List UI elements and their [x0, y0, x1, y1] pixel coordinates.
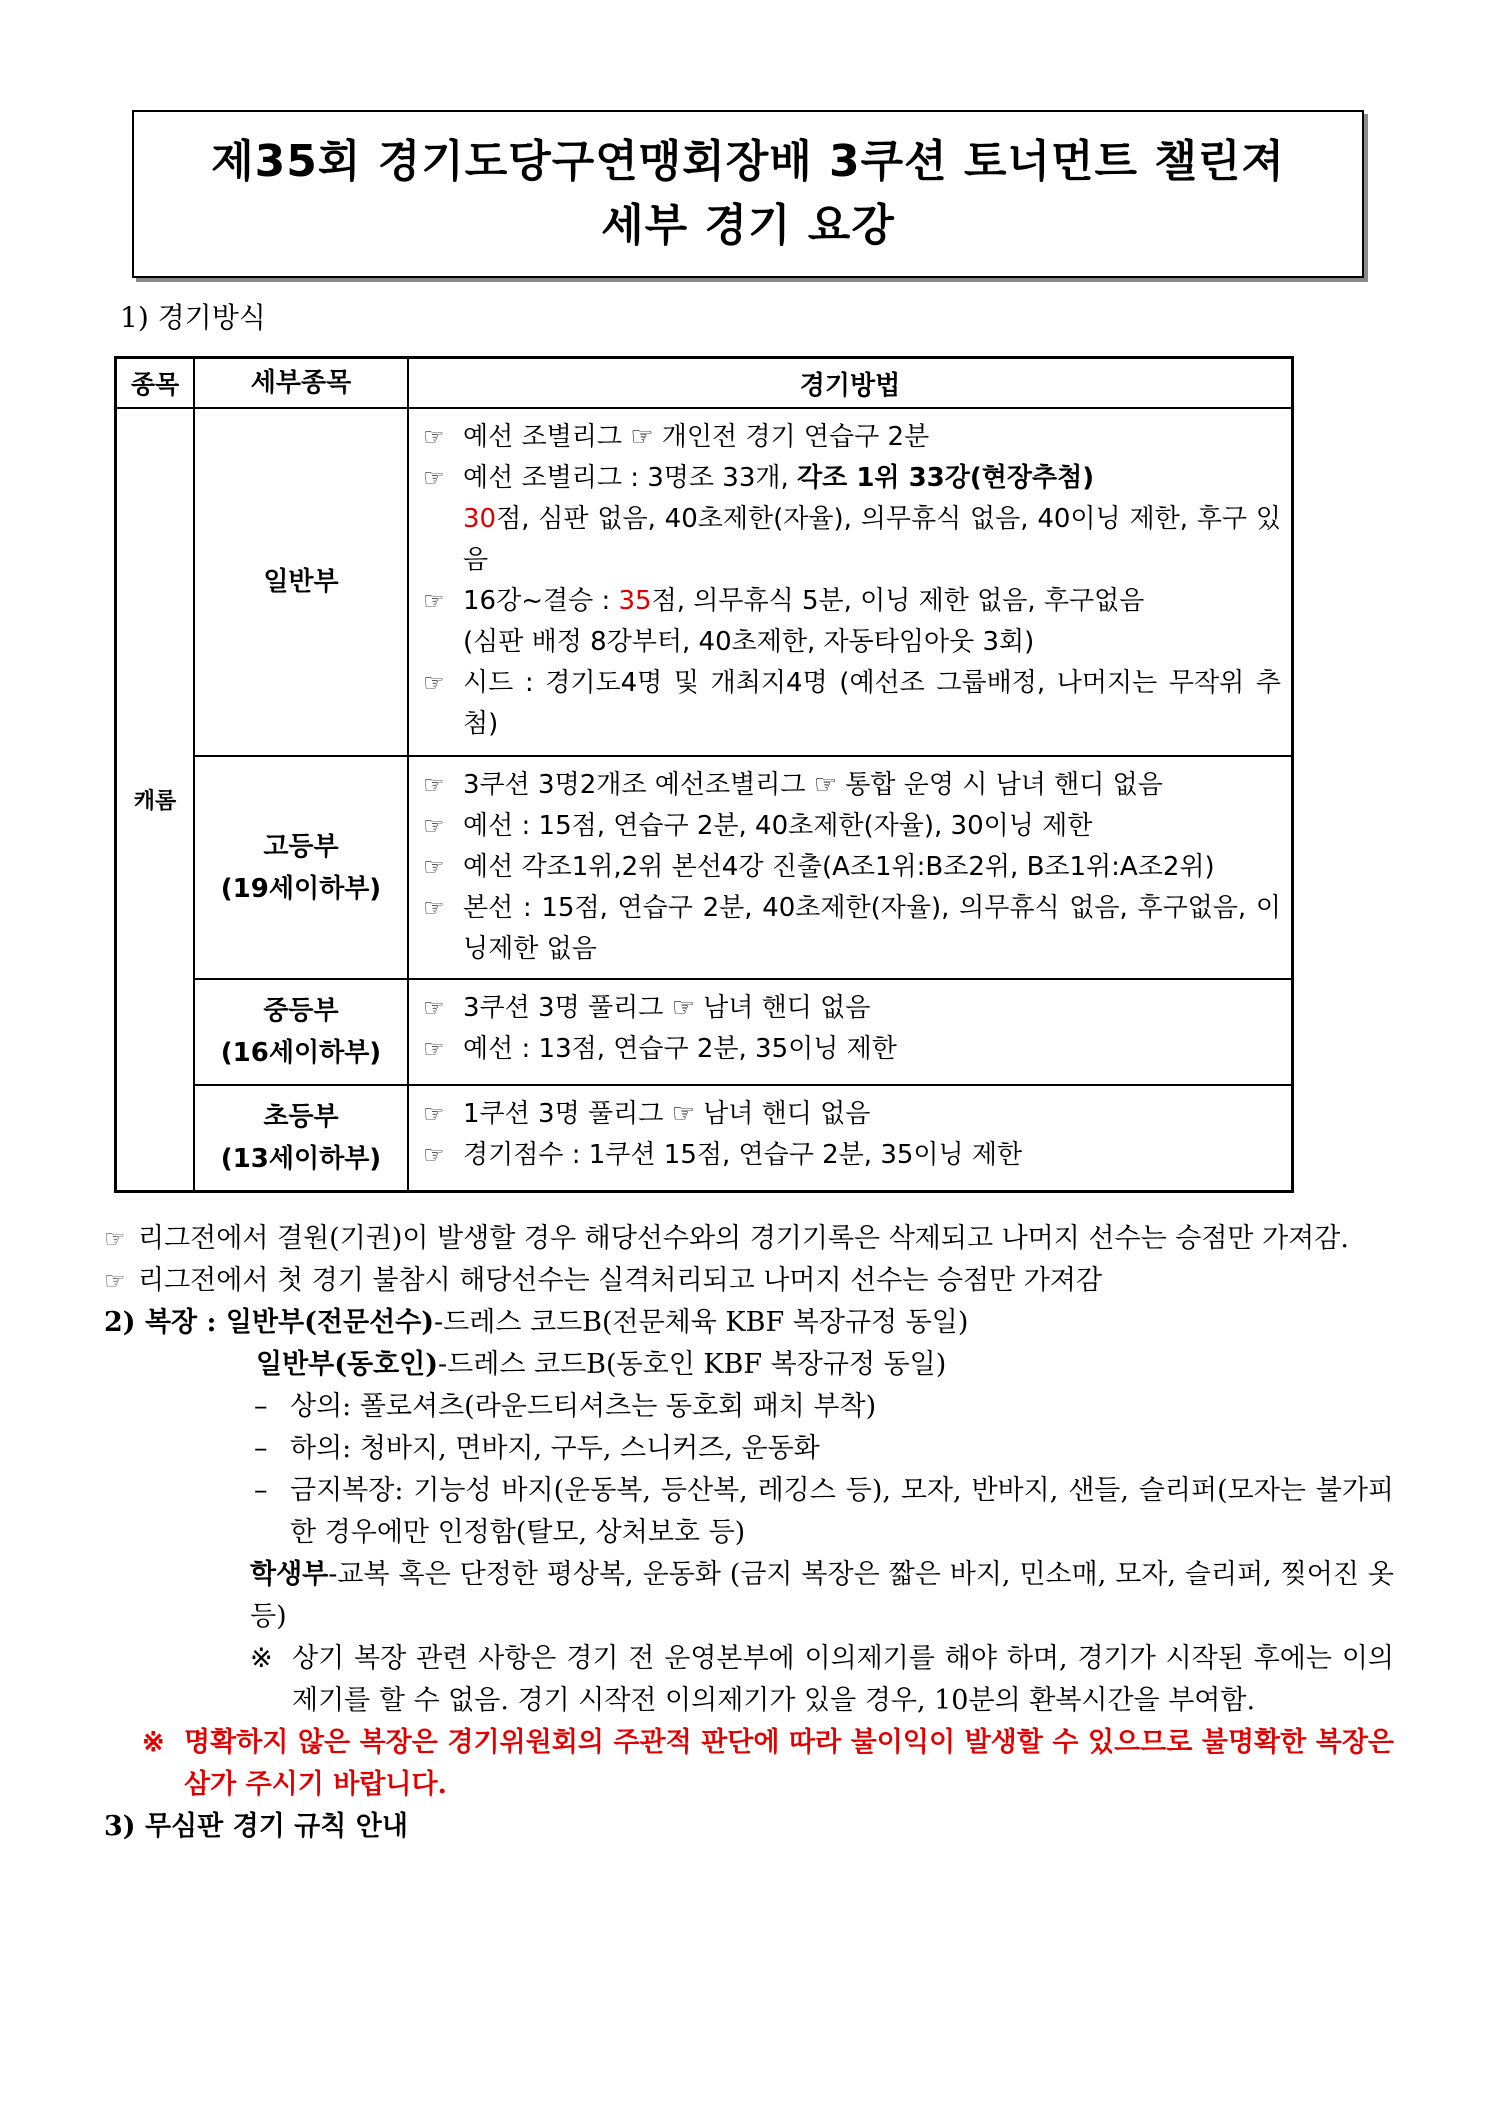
dress-item-text: 하의: 청바지, 면바지, 구두, 스니커즈, 운동화	[290, 1433, 820, 1464]
indent-spacer	[423, 499, 463, 581]
method-item-body: 1쿠션 3명 풀리그 ☞ 남녀 핸디 없음	[463, 1099, 871, 1129]
method-cell	[408, 408, 1293, 756]
header-event: 종목	[116, 358, 195, 409]
method-item-text	[463, 1135, 1281, 1176]
rules-table	[114, 356, 1294, 1193]
document-title-line2: 세부 경기 요강	[601, 200, 895, 251]
indent-spacer	[423, 622, 463, 663]
hand-pointer-icon: ☞	[423, 894, 445, 922]
hand-pointer-icon: ☞	[423, 1035, 445, 1063]
method-item-text	[463, 417, 1281, 458]
highlighted-points: 35	[618, 586, 652, 616]
pro-dress-code: -드레스 코드B(전문체육 KBF 복장규정 동일)	[434, 1307, 969, 1338]
method-item-body: 예선 : 13점, 연습구 2분, 35이닝 제한	[463, 1034, 897, 1064]
division-label: (13세이하부)	[220, 1143, 382, 1174]
method-item-text	[463, 663, 1281, 745]
method-item-text	[463, 622, 1281, 663]
division-cell	[194, 408, 408, 756]
student-label: 학생부	[250, 1559, 329, 1590]
reference-mark-icon: ※	[250, 1643, 273, 1674]
method-item	[423, 1094, 1281, 1135]
document-title-line1: 제35회 경기도당구연맹회장배 3쿠션 토너먼트 챌린져	[211, 136, 1285, 187]
method-item-text	[463, 458, 1281, 499]
method-item-text	[463, 888, 1281, 970]
method-cell	[408, 1085, 1293, 1191]
dress-item-text: 금지복장: 기능성 바지(운동복, 등산복, 레깅스 등), 모자, 반바지, 샌들, 슬리퍼(모자는 불가피한 경우에만 인정함(탈모, 상처보호 등)	[290, 1475, 1394, 1548]
method-item-body: 예선 각조1위,2위 본선4강 진출(A조1위:B조2위, B조1위:A조2위)	[463, 852, 1215, 882]
reference-mark-icon: ※	[142, 1727, 165, 1758]
hand-pointer-icon: ☞	[423, 587, 445, 615]
division-label: 중등부	[263, 996, 339, 1026]
division-cell	[194, 979, 408, 1085]
division-label: 초등부	[263, 1101, 339, 1132]
highlighted-points: 30	[463, 504, 497, 534]
method-item-body: 시드 : 경기도4명 및 개최지4명 (예선조 그룹배정, 나머지는 무작위 추첨)	[463, 668, 1281, 739]
division-label: (16세이하부)	[220, 1038, 382, 1068]
dash-marker: –	[254, 1433, 268, 1464]
rules-table-body	[116, 408, 1293, 1191]
method-item-body: 3쿠션 3명2개조 예선조별리그 ☞ 통합 운영 시 남녀 핸디 없음	[463, 770, 1163, 800]
hand-pointer-icon: ☞	[423, 669, 445, 697]
method-item-body: 점, 심판 없음, 40초제한(자율), 의무휴식 없음, 40이닝 제한, 후구 있음	[463, 504, 1281, 575]
method-item-body: 점, 의무휴식 5분, 이닝 제한 없음, 후구없음	[651, 586, 1145, 616]
hand-pointer-icon: ☞	[423, 812, 445, 840]
hand-pointer-icon: ☞	[104, 1225, 126, 1253]
hand-pointer-icon: ☞	[423, 423, 445, 451]
method-item-body: (심판 배정 8강부터, 40초제한, 자동타임아웃 3회)	[463, 627, 1035, 657]
section3-heading: 3) 무심판 경기 규칙 안내	[104, 1811, 408, 1842]
warning-text: 명확하지 않은 복장은 경기위원회의 주관적 판단에 따라 불이익이 발생할 수 있으므로 불명확한 복장은 삼가 주시기 바랍니다.	[184, 1727, 1394, 1800]
table-row	[116, 979, 1293, 1085]
category-cell: 캐롬	[116, 408, 195, 1191]
method-item-body: 3쿠션 3명 풀리그 ☞ 남녀 핸디 없음	[463, 993, 871, 1023]
method-item-text	[463, 581, 1281, 622]
reference-note-text: 상기 복장 관련 사항은 경기 전 운영본부에 이의제기를 해야 하며, 경기가 시작된 후에는 이의제기를 할 수 없음. 경기 시작전 이의제기가 있을 경우, 10분의 환복시간을 부여함.	[292, 1643, 1394, 1716]
method-item-body: 예선 조별리그 ☞ 개인전 경기 연습구 2분	[463, 422, 930, 452]
student-line	[104, 1554, 1394, 1638]
dress-item	[104, 1470, 1394, 1554]
emphasized-text: 각조 1위 33강(현장추첨)	[797, 463, 1095, 493]
method-item	[423, 622, 1281, 663]
note-item	[104, 1218, 1394, 1260]
division-label: 일반부	[263, 567, 339, 597]
method-item	[423, 847, 1281, 888]
method-item-prefix: 16강~결승 :	[463, 586, 619, 616]
dress-item	[104, 1428, 1394, 1470]
hand-pointer-icon: ☞	[104, 1267, 126, 1295]
method-item	[423, 581, 1281, 622]
dash-marker: –	[254, 1475, 268, 1506]
section2-heading-prefix: 2) 복장 :	[104, 1307, 226, 1338]
method-item-text	[463, 499, 1281, 581]
method-item-text	[463, 1029, 1281, 1070]
method-item-prefix: 예선 조별리그 : 3명조 33개,	[463, 463, 798, 493]
method-item-text	[463, 988, 1281, 1029]
amateur-label: 일반부(동호인)	[256, 1349, 439, 1380]
document-title-box	[132, 110, 1364, 278]
header-division: 세부종목	[194, 358, 408, 409]
student-dress-code: -교복 혹은 단정한 평상복, 운동화 (금지 복장은 짧은 바지, 민소매, 모자, 슬리퍼, 찢어진 옷 등)	[250, 1559, 1394, 1632]
method-item	[423, 499, 1281, 581]
division-label: 고등부	[263, 831, 339, 862]
note-text: 리그전에서 첫 경기 불참시 해당선수는 실격처리되고 나머지 선수는 승점만 가져감	[138, 1265, 1103, 1296]
dress-item-text: 상의: 폴로셔츠(라운드티셔츠는 동호회 패치 부착)	[290, 1391, 877, 1422]
section2-heading	[104, 1302, 1394, 1344]
hand-pointer-icon: ☞	[423, 994, 445, 1022]
hand-pointer-icon: ☞	[423, 464, 445, 492]
method-item	[423, 663, 1281, 745]
table-row	[116, 756, 1293, 979]
student-text-wrap	[250, 1554, 1394, 1638]
method-item-body: 경기점수 : 1쿠션 15점, 연습구 2분, 35이닝 제한	[463, 1140, 1023, 1170]
method-item	[423, 806, 1281, 847]
table-row	[116, 1085, 1293, 1191]
method-item	[423, 1029, 1281, 1070]
pro-label: 일반부(전문선수)	[225, 1307, 435, 1338]
hand-pointer-icon: ☞	[423, 1100, 445, 1128]
method-cell	[408, 756, 1293, 979]
method-item	[423, 988, 1281, 1029]
hand-pointer-icon: ☞	[423, 771, 445, 799]
section1-heading: 1) 경기방식	[120, 301, 266, 334]
body-area	[104, 1218, 1394, 1848]
method-cell	[408, 979, 1293, 1085]
method-item	[423, 417, 1281, 458]
method-item	[423, 765, 1281, 806]
note-text: 리그전에서 결원(기권)이 발생할 경우 해당선수와의 경기기록은 삭제되고 나머지 선수는 승점만 가져감.	[138, 1223, 1349, 1254]
method-item-body: 본선 : 15점, 연습구 2분, 40초제한(자율), 의무휴식 없음, 후구없음, 이닝제한 없음	[463, 893, 1281, 964]
amateur-line	[104, 1344, 1394, 1386]
division-cell	[194, 1085, 408, 1191]
method-item-text	[463, 765, 1281, 806]
division-cell	[194, 756, 408, 979]
note-item	[104, 1260, 1394, 1302]
hand-pointer-icon: ☞	[423, 853, 445, 881]
method-item	[423, 458, 1281, 499]
method-item-text	[463, 847, 1281, 888]
method-item	[423, 888, 1281, 970]
warning-note	[104, 1722, 1394, 1806]
dress-item	[104, 1386, 1394, 1428]
division-label: (19세이하부)	[220, 873, 382, 904]
header-method: 경기방법	[408, 358, 1293, 409]
method-item-text	[463, 806, 1281, 847]
method-item-body: 예선 : 15점, 연습구 2분, 40초제한(자율), 30이닝 제한	[463, 811, 1093, 841]
reference-note	[104, 1638, 1394, 1722]
table-row	[116, 408, 1293, 756]
method-item-text	[463, 1094, 1281, 1135]
amateur-dress-code: -드레스 코드B(동호인 KBF 복장규정 동일)	[438, 1349, 947, 1380]
hand-pointer-icon: ☞	[423, 1141, 445, 1169]
method-item	[423, 1135, 1281, 1176]
dash-marker: –	[254, 1391, 268, 1422]
table-header-row	[116, 358, 1293, 409]
